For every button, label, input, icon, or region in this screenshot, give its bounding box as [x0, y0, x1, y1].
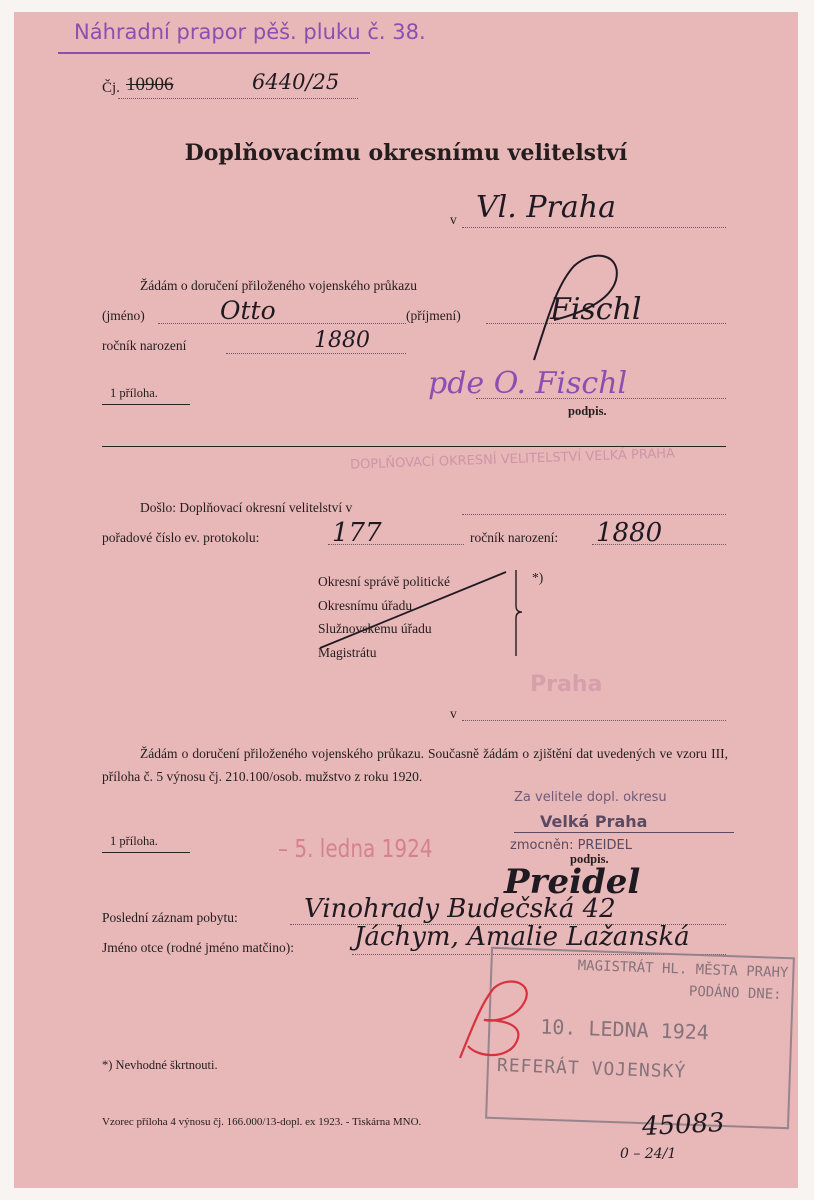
- ref-handwritten-number: 6440/25: [252, 70, 340, 94]
- page-title: Doplňovacímu okresnímu velitelství: [184, 140, 628, 166]
- address-dotted-line: [462, 227, 726, 228]
- birthyear-label: ročník narození: [102, 338, 187, 353]
- last-record-handwritten: Vinohrady Budečská 42: [304, 894, 616, 924]
- corner-note: 0 – 24/1: [620, 1146, 677, 1162]
- received-birthyear-handwritten: 1880: [596, 518, 663, 548]
- name-label: (jméno): [102, 308, 145, 323]
- signature-label: podpis.: [568, 404, 607, 418]
- birthyear-handwritten: 1880: [314, 328, 370, 353]
- footnote: *) Nevhodné škrtnouti.: [102, 1058, 218, 1072]
- authorities-footnote-mark: *): [532, 570, 544, 585]
- lower-attachment-label: 1 příloha.: [110, 834, 158, 848]
- unit-stamp-underline: [58, 52, 370, 54]
- signature-dotted-line: [476, 398, 726, 399]
- protocol-label: pořadové číslo ev. protokolu:: [102, 530, 260, 545]
- request-paragraph: Žádám o doručení přiloženého vojenského průkazu. Současně žádám o zjištění dat uvedených ve vzoru III, příloha č. 5 výnosu čj. 210.100/osob. mužstvo z roku 1920.: [102, 746, 728, 784]
- attachment-label: 1 příloha.: [110, 386, 158, 400]
- birthyear-dotted-line: [226, 353, 406, 354]
- authorities-strike-icon: [314, 566, 518, 662]
- name-handwritten: Otto: [220, 296, 276, 325]
- father-handwritten: Jáchym, Amalie Lažanská: [354, 922, 690, 952]
- received-dotted-line: [462, 514, 726, 515]
- red-pencil-mark-icon: [454, 976, 554, 1062]
- ref-label: Čj.: [102, 80, 120, 96]
- authority-item: Služnovskému úřadu: [318, 621, 432, 636]
- address-prefix: v: [450, 212, 457, 227]
- commander-stamp-rule: [514, 832, 734, 833]
- father-label: Jméno otce (rodné jméno matčino):: [102, 940, 294, 955]
- last-record-label: Poslední záznam pobytu:: [102, 910, 238, 925]
- received-birthyear-label: ročník narození:: [470, 530, 559, 545]
- magistrate-stamp-number: 45083: [641, 1107, 726, 1143]
- signature-flourish-icon: [514, 248, 644, 364]
- commander-stamp-line3: zmocněn: PREIDEL: [510, 838, 632, 853]
- commander-sign-label: podpis.: [570, 852, 609, 866]
- commander-signature: Preidel: [504, 862, 641, 902]
- name-dotted-line: [158, 323, 406, 324]
- form-footer: Vzorec příloha 4 výnosu čj. 166.000/13-dopl. ex 1923. - Tiskárna MNO.: [102, 1116, 422, 1128]
- magistrate-stamp-line4: REFERÁT VOJENSKÝ: [496, 1055, 687, 1083]
- authority-item: Okresní správě politické: [318, 574, 450, 589]
- attachment-underline: [102, 404, 190, 405]
- address-handwritten: Vl. Praha: [476, 190, 616, 225]
- received-label: Došlo: Doplňovací okresní velitelství v: [140, 500, 353, 515]
- surname-label: (příjmení): [406, 308, 461, 323]
- magistrate-stamp-line2: PODÁNO DNE:: [688, 983, 782, 1003]
- authorities-address-dotted-line: [462, 720, 726, 721]
- faint-command-stamp: DOPLŇOVACÍ OKRESNÍ VELITELSTVÍ VELKÁ PRAHA: [349, 446, 676, 473]
- lower-attachment-underline: [102, 852, 190, 853]
- date-stamp: – 5. ledna 1924: [278, 834, 433, 863]
- magistrate-stamp-line1: MAGISTRÁT HL. MĚSTA PRAHY: [577, 957, 789, 982]
- request-text: Žádám o doručení přiloženého vojenského průkazu: [140, 278, 418, 293]
- ref-struck-number: 10906: [126, 74, 174, 95]
- protocol-handwritten: 177: [332, 518, 382, 548]
- ref-dotted-line: [118, 98, 358, 99]
- commander-stamp-line2: Velká Praha: [540, 812, 648, 831]
- form-sheet: [14, 12, 798, 1188]
- brace-icon: [512, 568, 528, 658]
- authorities-address-prefix: v: [450, 706, 457, 721]
- authority-item: Okresnímu úřadu: [318, 597, 413, 613]
- commander-stamp-line1: Za velitele dopl. okresu: [514, 790, 667, 805]
- authority-item: Magistrátu: [318, 644, 377, 660]
- unit-stamp: Náhradní prapor pěš. pluku č. 38.: [74, 20, 426, 44]
- surname-handwritten: Fischl: [550, 292, 642, 327]
- faint-praha-stamp: Praha: [530, 672, 603, 697]
- magistrate-stamp-date: 10. LEDNA 1924: [539, 1014, 710, 1045]
- signature-violet: pde O. Fischl: [428, 366, 628, 401]
